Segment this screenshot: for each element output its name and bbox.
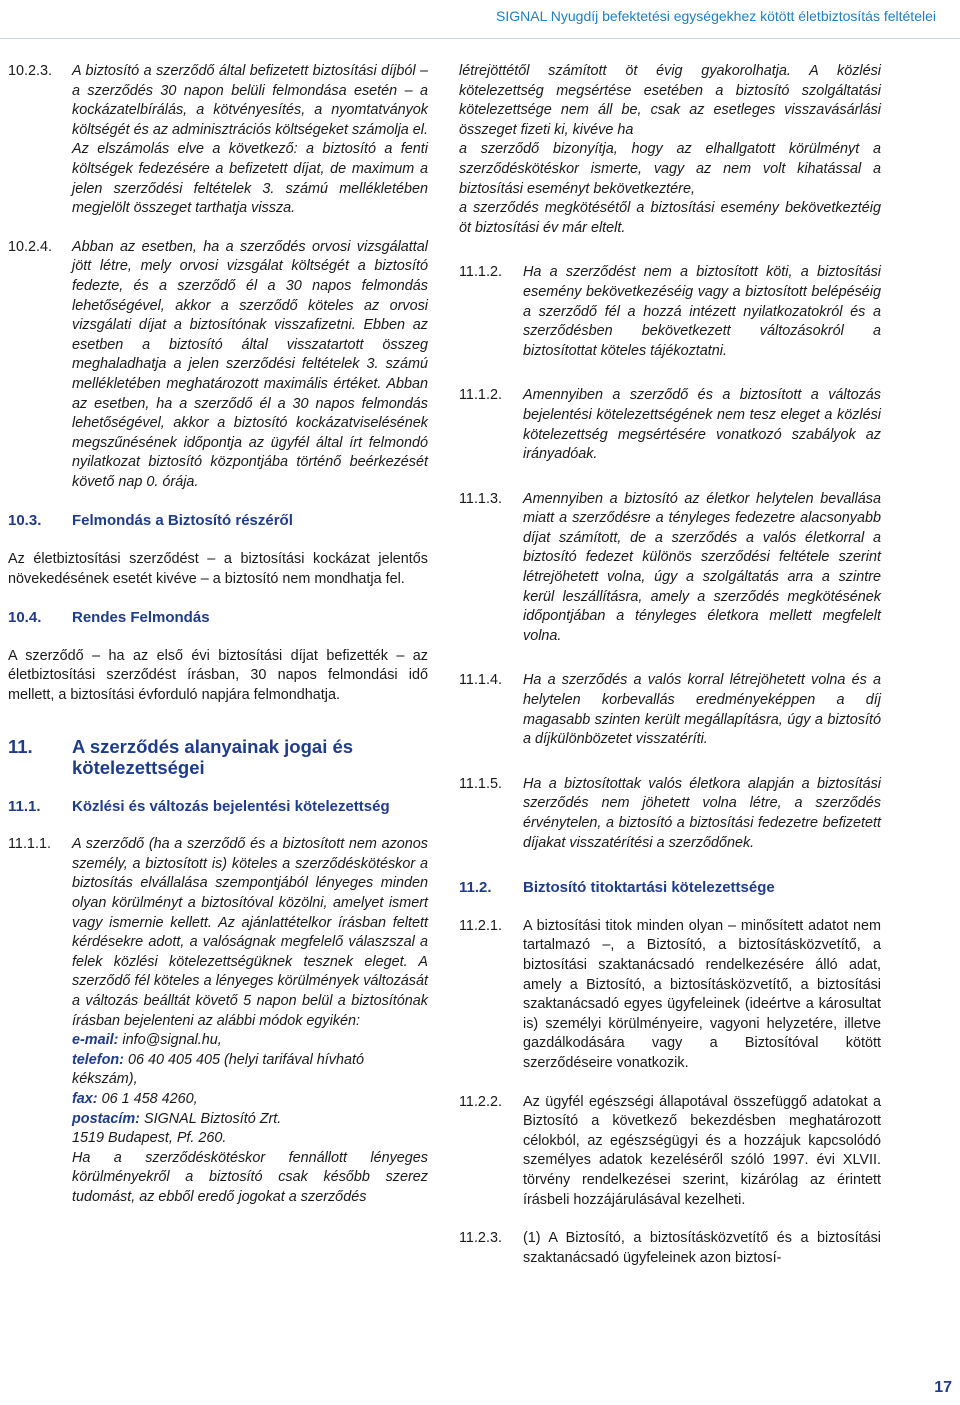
heading-number: 11. xyxy=(8,735,33,757)
heading-number: 11.2. xyxy=(459,879,492,897)
phone-label: telefon: xyxy=(72,1051,124,1068)
page-header xyxy=(0,0,960,38)
continued-text: létrejöttétől számított öt évig gyakorolhatja. A közlési kötelezettség megsértése esetében a biztosító szolgáltatási kötelezettsége nem áll be, csak az esetleges visszavásárlási összeget fizeti ki, kivéve ha xyxy=(459,63,881,138)
email-label: e-mail: xyxy=(72,1032,119,1049)
paragraph-10-4: A szerződő – ha az első évi biztosítási díjat befizették – az életbiztosítási szerződést írásban, 30 napos felmondási idő mellett, a biztosítási évforduló napjára felmondhatja. xyxy=(8,647,428,704)
section-10-2-4 xyxy=(8,238,428,493)
heading-title: A szerződés alanyainak jogai és kötelezettségei xyxy=(72,735,354,778)
heading-11-1 xyxy=(8,797,428,817)
section-body xyxy=(72,835,428,1207)
section-number: 11.2.3. xyxy=(459,1230,502,1247)
section-11-1-2b xyxy=(459,386,881,464)
heading-number: 10.3. xyxy=(8,512,42,530)
section-10-2-3 xyxy=(8,62,428,219)
section-11-2-3 xyxy=(459,1229,881,1268)
section-11-2-1 xyxy=(459,917,881,1074)
contact-fax xyxy=(72,1090,428,1110)
section-text: A biztosítási titok minden olyan – minősített adatot nem tartalmazó –, a Biztosító, a biztosításközvetítő, a biztosítási szaktanácsadó rendelkezésére álló adat, amely a Biztosító, a biztosításközvetítő, a biztosítási szaktanácsadó egyes ügyfeleinek (ideértve a károsultat is) személyi körülményeire, vagyoni helyzetére, illetve gazdálkodására vagy a Biztosítóval kötött szerződéseire vonatkozik. xyxy=(523,917,881,1071)
exception-1: a szerződő bizonyítja, hogy az elhallgatott körülményt a szerződéskötéskor ismerte, vagy az nem volt kihatással a biztosítási eseményt bekövetkeztére, xyxy=(459,141,881,197)
section-text: (1) A Biztosító, a biztosításközvetítő és a biztosítási szaktanácsadó ügyfeleinek azon biztosí- xyxy=(523,1230,881,1266)
section-number: 11.2.1. xyxy=(459,917,502,934)
section-text: Abban az esetben, ha a szerződés orvosi vizsgálattal jött létre, mely orvosi vizsgálat költségét a biztosító fedezte, és a szerződő él a 30 napos felmondás lehetőségével, akkor a szerződő köteles az orvosi vizsgálati díjat a biztosítónak visszafizetni. Ebben az esetben a biztosító által visszatartott összeg meghaladhatja a jelen szerződési feltételek 3. számú mellékletében meghatározott maximális értéket. Abban az esetben, ha a szerződő él a 30 napos felmondás lehetőségével, akkor a biztosító kockázatviselésének megszűnésének időpontja az ügyfél által írt felmondó nyilatkozat biztosító központjába történő beérkezését követő nap 0. órája. xyxy=(72,238,428,490)
post-label: postacím: xyxy=(72,1110,140,1127)
heading-10-3 xyxy=(8,511,428,531)
section-number: 10.2.4. xyxy=(8,238,53,255)
section-11-1-3 xyxy=(459,490,881,647)
section-11-1-1 xyxy=(8,835,428,1207)
heading-11 xyxy=(8,736,428,778)
section-11-1-4 xyxy=(459,671,881,749)
exception-2: a szerződés megkötésétől a biztosítási esemény bekövetkeztéig öt biztosítási év már eltelt. xyxy=(459,200,881,236)
section-number: 11.1.1. xyxy=(8,836,51,853)
section-11-2-2 xyxy=(459,1093,881,1211)
heading-title: Rendes Felmondás xyxy=(72,609,210,627)
heading-number: 10.4. xyxy=(8,609,42,627)
heading-11-2 xyxy=(459,878,881,898)
section-text: Amennyiben a biztosító az életkor helytelen bevallása miatt a szerződésre a tényleges fedezetre alacsonyabb díjat számított, de a szerződés a valós életkorral a biztosító fedezet különös szerződési feltétele szerint létrejöhetett volna, úgy a szolgáltatás arra a szintre kerül leszállításra, amely a szerződés megkötésének időpontjában a tényleges életkora mellett megfelelt volna. xyxy=(523,490,881,644)
section-text: Amennyiben a szerződő és a biztosított a változás bejelentési kötelezettségének nem tesz eleget a közlési kötelezettség megsértésére vonatkozó szabályok az irányadóak. xyxy=(523,387,881,463)
header-title: SIGNAL Nyugdíj befektetési egységekhez kötött életbiztosítás feltételei xyxy=(496,8,936,24)
section-number: 11.1.2. xyxy=(459,387,502,404)
section-text: Ha a szerződést nem a biztosított köti, a biztosítási esemény bekövetkezéséig vagy a biztosított belépéséig a szerződő fél a hozzá intézett nyilatkozatokról és a szerződésben bekövetkezett változásokról a biztosítottat köteles tájékoztatni. xyxy=(523,264,881,359)
heading-number: 11.1. xyxy=(8,797,41,815)
section-text: Az ügyfél egészségi állapotával összefüggő adatokat a Biztosító a következő bekezdésben meghatározott célokból, az egészségügyi és a hozzájuk kapcsolódó személyes adatok kezeléséről szóló 1997. évi XLVII. törvény rendelkezései szerint, kizárólag az érintett írásbeli hozzájárulásával kezelheti. xyxy=(523,1093,881,1208)
post-address: 1519 Budapest, Pf. 260. xyxy=(72,1130,227,1147)
contact-email xyxy=(72,1031,428,1051)
right-column xyxy=(459,62,881,1268)
heading-10-4 xyxy=(8,608,428,628)
paragraph-10-3: Az életbiztosítási szerződést – a biztosítási kockázat jelentős növekedésének esetét kivéve – a biztosító nem mondhatja fel. xyxy=(8,551,428,587)
section-number: 10.2.3. xyxy=(8,63,53,79)
heading-title: Felmondás a Biztosító részéről xyxy=(72,512,293,530)
header-divider xyxy=(0,38,960,39)
section-number: 11.2.2. xyxy=(459,1093,502,1110)
section-number: 11.1.5. xyxy=(459,775,502,792)
section-text: A biztosító a szerződő által befizetett biztosítási díjból – a szerződés 30 napon belüli felmondása esetén – a kockázatelbírálás, a kötvényesítés, a nyomtatványok költségét és az adminisztrációs költségeket számolja el. Az elszámolás elve a következő: a biztosító a fenti költségek fedezésére a befizetett díjat, de maximum a jelen szerződési feltételek 3. számú mellékletében megjelölt összeget tarthatja vissza. xyxy=(72,63,428,217)
section-text: A szerződő (ha a szerződő és a biztosított nem azonos személy, a biztosított is) köteles a szerződéskötéskor a biztosítás elvállalása szempontjából lényeges minden olyan körülményt a biztosítóval közölni, amelyet ismert vagy ismernie kellett. Az ajánlattételkor írásban feltett kérdésekre adott, a valóságnak megfelelő válaszszal a felek közlési kötelezettségüknek tesznek eleget. A szerződő fél köteles a lényeges körülmények változását a változás beálltát követő 5 napon belül a biztosítónak írásban bejelenteni az alábbi módok egyikén: xyxy=(72,836,428,1029)
page-number: 17 xyxy=(934,1379,952,1396)
section-number: 11.1.3. xyxy=(459,490,502,507)
contact-post xyxy=(72,1110,428,1130)
phone-value: 06 40 405 405 (helyi tarifával hívható kékszám), xyxy=(72,1051,364,1088)
fax-label: fax: xyxy=(72,1090,98,1107)
section-text: Ha a biztosítottak valós életkora alapján a biztosítási szerződés nem jöhetett volna létre, a szerződés érvénytelen, a biztosító a biztosítási fedezetre befizetett díjakat visszatérítési a szerződőnek. xyxy=(523,775,881,851)
section-text: Ha a szerződés a valós korral létrejöhetett volna és a helytelen korbevallás eredményeképpen a díj magasabb szinten került megállapításra, úgy a biztosító a díjkülönbözetet visszatéríti. xyxy=(523,672,881,748)
section-number: 11.1.4. xyxy=(459,672,502,689)
section-11-1-5 xyxy=(459,775,881,853)
heading-title: Biztosító titoktartási kötelezettsége xyxy=(523,879,775,897)
section-number: 11.1.2. xyxy=(459,264,502,281)
contact-phone xyxy=(72,1051,428,1090)
heading-title: Közlési és változás bejelentési kötelezettség xyxy=(72,797,390,815)
section-11-1-2a xyxy=(459,263,881,361)
fax-value: 06 1 458 4260, xyxy=(97,1090,198,1107)
left-column xyxy=(8,62,428,1208)
email-value: info@signal.hu, xyxy=(118,1032,222,1049)
section-tail: Ha a szerződéskötéskor fennállott lényeges körülményekről a biztosító csak később szerez tudomást, az ebből eredő jogokat a szerződés xyxy=(72,1149,428,1205)
post-value: SIGNAL Biztosító Zrt. xyxy=(139,1110,282,1127)
